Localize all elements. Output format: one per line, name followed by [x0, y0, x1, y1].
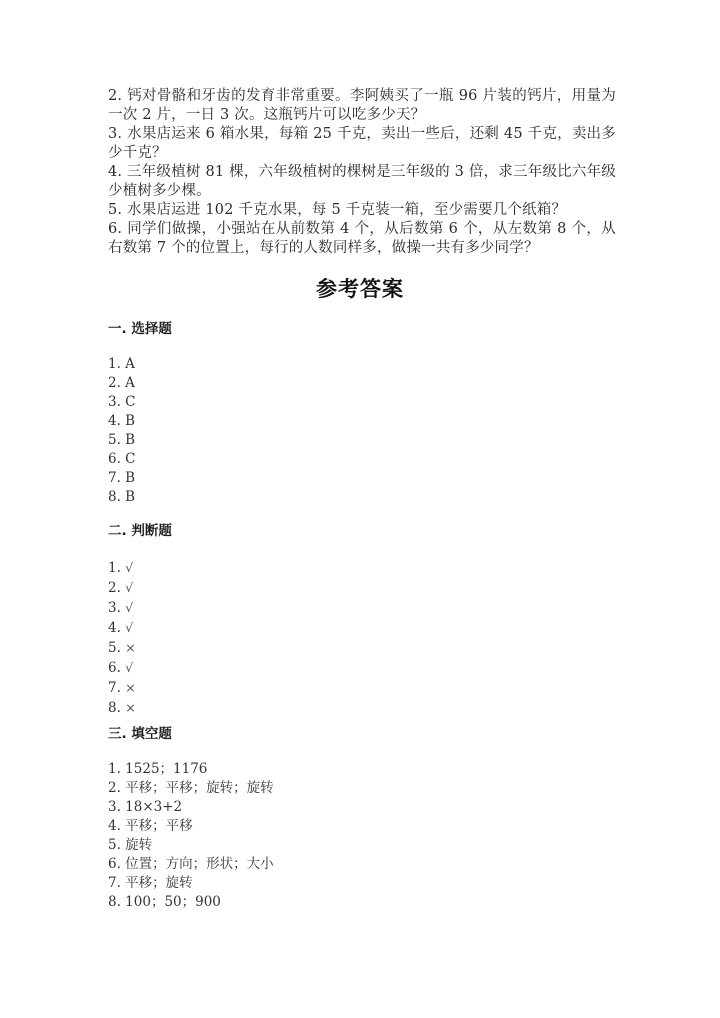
- answer-item: 1. 1525；1176: [108, 761, 208, 777]
- question-5: 5. 水果店运进 102 千克水果，每 5 千克装一箱，至少需要几个纸箱？: [108, 202, 567, 218]
- answer-number: 1.: [108, 560, 121, 576]
- cross-mark-icon: ×: [125, 680, 136, 695]
- answer-item: [108, 558, 136, 578]
- section-heading-true-false: 二. 判断题: [108, 523, 172, 539]
- answer-item: 5. 旋转: [108, 837, 153, 853]
- answer-item: 3. 18×3+2: [108, 799, 183, 815]
- answer-number: 5.: [108, 640, 121, 656]
- answer-item: 8. 100；50；900: [108, 894, 221, 910]
- answer-key-title: 参考答案: [316, 277, 404, 301]
- answer-number: 2.: [108, 580, 121, 596]
- answer-item: [108, 598, 136, 618]
- answer-number: 3.: [108, 600, 121, 616]
- word-problems-list: [108, 87, 616, 258]
- check-mark-icon: √: [125, 560, 134, 575]
- question-2: 2. 钙对骨骼和牙齿的发育非常重要。李阿姨买了一瓶 96 片装的钙片，用量为一次 2 片，一日 3 次。这瓶钙片可以吃多少天？: [108, 88, 616, 123]
- section-heading-fill-in-blank: 三. 填空题: [108, 726, 172, 742]
- answer-item: 2. 平移；平移；旋转；旋转: [108, 780, 274, 796]
- answer-item: 6. C: [108, 451, 136, 467]
- check-mark-icon: √: [125, 600, 134, 615]
- check-mark-icon: √: [125, 580, 134, 595]
- check-mark-icon: √: [125, 620, 134, 635]
- check-mark-icon: √: [125, 660, 134, 675]
- cross-mark-icon: ×: [125, 700, 136, 715]
- answer-item: [108, 678, 136, 698]
- answer-item: 8. B: [108, 489, 136, 505]
- answer-item: 1. A: [108, 356, 135, 372]
- question-4: 4. 三年级植树 81 棵，六年级植树的棵树是三年级的 3 倍，求三年级比六年级少植树多少棵。: [108, 164, 616, 199]
- answer-item: [108, 618, 136, 638]
- multiple-choice-answers: [108, 355, 136, 507]
- true-false-answers: [108, 558, 136, 718]
- answer-item: 5. B: [108, 432, 136, 448]
- answer-number: 6.: [108, 660, 121, 676]
- question-6: 6. 同学们做操，小强站在从前数第 4 个，从后数第 6 个，从左数第 8 个，从右数第 7 个的位置上，每行的人数同样多，做操一共有多少同学？: [108, 221, 616, 256]
- fill-in-blank-answers: [108, 760, 274, 912]
- cross-mark-icon: ×: [125, 640, 136, 655]
- answer-item: 7. 平移；旋转: [108, 875, 193, 891]
- answer-number: 7.: [108, 680, 121, 696]
- answer-number: 4.: [108, 620, 121, 636]
- answer-number: 8.: [108, 700, 121, 716]
- question-3: 3. 水果店运来 6 箱水果，每箱 25 千克，卖出一些后，还剩 45 千克，卖出多少千克？: [108, 126, 616, 161]
- answer-item: 2. A: [108, 375, 135, 391]
- answer-item: [108, 638, 136, 658]
- answer-item: 6. 位置；方向；形状；大小: [108, 856, 274, 872]
- answer-item: 4. 平移；平移: [108, 818, 193, 834]
- answer-item: [108, 658, 136, 678]
- answer-item: 7. B: [108, 470, 136, 486]
- section-heading-multiple-choice: 一. 选择题: [108, 321, 172, 337]
- answer-item: [108, 698, 136, 718]
- answer-item: 3. C: [108, 394, 136, 410]
- answer-item: 4. B: [108, 413, 136, 429]
- answer-item: [108, 578, 136, 598]
